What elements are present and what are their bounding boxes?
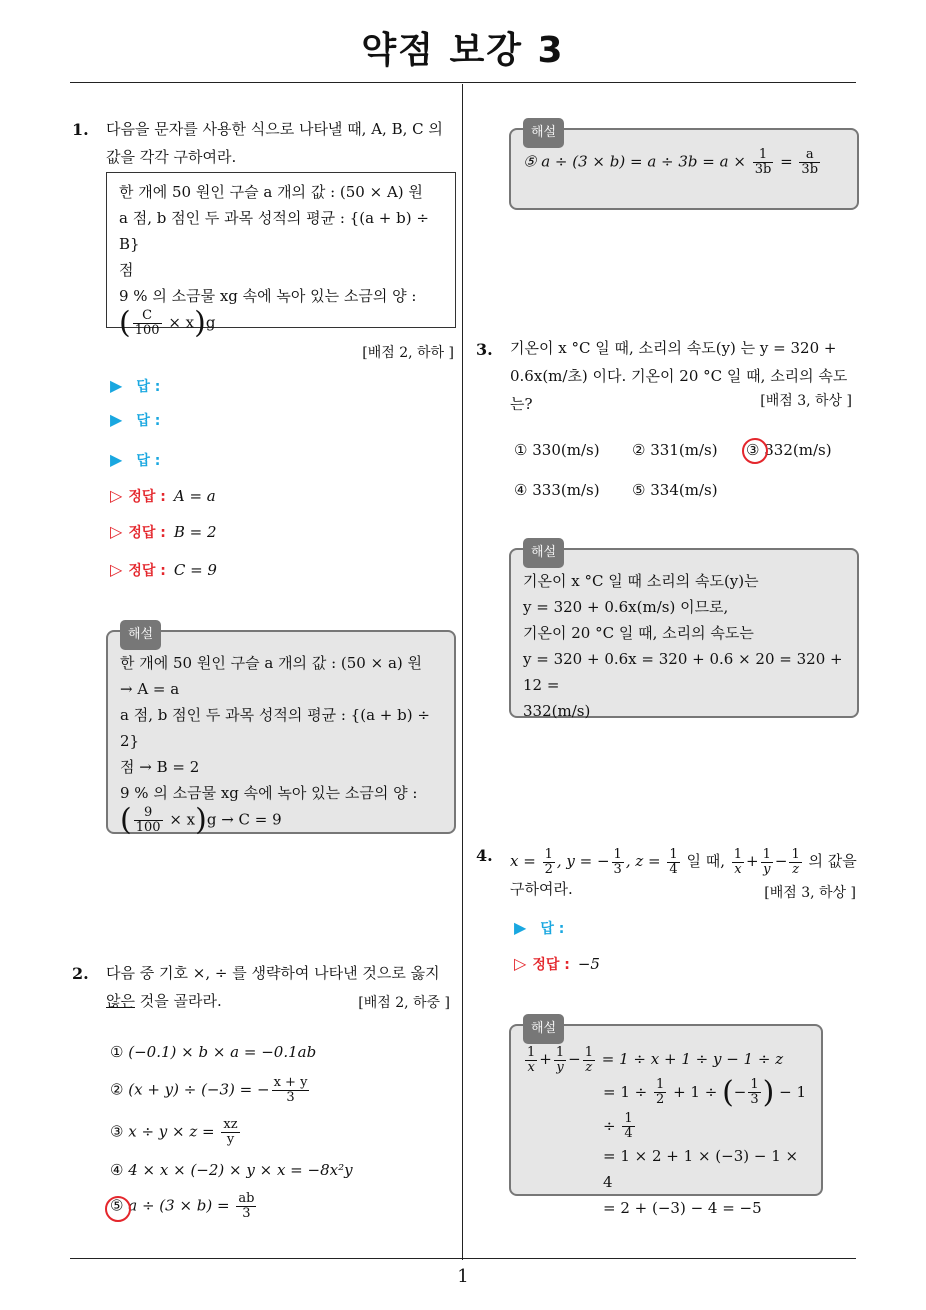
question-4-solution: 해설 $\frac{1}{x}$ + $\frac{1}{y}$ − $\frac{1}{z}$ = 1 ÷ x + 1 ÷ y − 1 ÷ z = 1 ÷ $\frac{1}{2}$ + 1 ÷ (− $\frac{1}{3}$ ) − 1 ÷ $\frac{1}{4}$ = 1 × 2 + 1 × (−3) − 1 × 4 = 2 + (−3) − 4 = −5 bbox=[509, 1024, 823, 1196]
q3-choice-4: ④ 333(m/s) bbox=[514, 481, 600, 499]
answer-row-1: ▶ 답 : bbox=[110, 376, 161, 395]
question-3-score: [배점 3, 하상 ] bbox=[760, 393, 852, 409]
q2-choice-3: ③ x ÷ y × z = $\frac{xz}{y}$ bbox=[110, 1117, 238, 1147]
question-3-solution: 해설 기온이 x °C 일 때 소리의 속도(y)는 y = 320 + 0.6x(m/s) 이므로, 기온이 20 °C 일 때, 소리의 속도는 y = 320 + 0.6x = 320 + 0.6 × 20 = 320 + 12 = 332(m/s) bbox=[509, 548, 859, 718]
correct-answer-3: ▷ 정답 : C = 9 bbox=[110, 560, 217, 579]
answer-row-q4: ▶ 답 : bbox=[514, 918, 565, 937]
q3-choice-5: ⑤ 334(m/s) bbox=[632, 481, 718, 499]
question-3-number: 3. bbox=[476, 340, 493, 359]
question-2-number: 2. bbox=[72, 964, 89, 983]
question-1-box: 한 개에 50 원인 구슬 a 개의 값 : (50 × A) 원 a 점, b 점인 두 과목 성적의 평균 : {(a + b) ÷ B} 점 9 % 의 소금물 xg 속에 녹아 있는 소금의 양 : ( $\frac{C}{100}$ × x)g bbox=[106, 172, 456, 328]
solution-tag: 해설 bbox=[523, 538, 564, 568]
column-divider bbox=[462, 84, 463, 1260]
page-number: 1 bbox=[457, 1266, 469, 1287]
q3-choice-3: ③ 332(m/s) bbox=[746, 441, 832, 459]
q2-choice-2: ② (x + y) ÷ (−3) = − $\frac{x + y}{3}$ bbox=[110, 1075, 308, 1105]
solution-tag: 해설 bbox=[523, 118, 564, 148]
q3-choice-2: ② 331(m/s) bbox=[632, 441, 718, 459]
correct-answer-1: ▷ 정답 : A = a bbox=[110, 486, 216, 505]
correct-answer-q4: ▷ 정답 : −5 bbox=[514, 954, 600, 973]
question-2-text: 다음 중 기호 ×, ÷ 를 생략하여 나타낸 것으로 옳지 않은 것을 골라라. bbox=[106, 964, 440, 1010]
question-1-text: 다음을 문자를 사용한 식으로 나타낼 때, A, B, C 의 값을 각각 구하여라. bbox=[106, 120, 443, 166]
answer-row-2: ▶ 답 : bbox=[110, 410, 161, 429]
question-4-text: x = $\frac{1}{2}$ , y = − $\frac{1}{3}$ , z = $\frac{1}{4}$ 일 때, $\frac{1}{x}$ + $\frac{1}{y}$ − $\frac{1}{z}$ 의 값을 구하여라. bbox=[510, 846, 857, 898]
q3-choice-1: ① 330(m/s) bbox=[514, 441, 600, 459]
top-rule bbox=[70, 82, 856, 83]
question-4-number: 4. bbox=[476, 846, 493, 865]
question-1-number: 1. bbox=[72, 120, 89, 139]
page-title: 약점 보강 3 bbox=[361, 30, 565, 71]
selected-answer-circle bbox=[105, 1196, 131, 1222]
question-3-text: 기온이 x °C 일 때, 소리의 속도(y) 는 y = 320 + 0.6x(m/초) 이다. 기온이 20 °C 일 때, 소리의 속도는? bbox=[510, 339, 848, 413]
question-4-score: [배점 3, 하상 ] bbox=[764, 885, 856, 901]
question-1-score: [배점 2, 하하 ] bbox=[362, 345, 454, 361]
selected-answer-circle bbox=[742, 438, 768, 464]
solution-tag: 해설 bbox=[523, 1014, 564, 1044]
answer-row-3: ▶ 답 : bbox=[110, 450, 161, 469]
question-1-solution: 해설 한 개에 50 원인 구슬 a 개의 값 : (50 × a) 원 → A = a a 점, b 점인 두 과목 성적의 평균 : {(a + b) ÷ 2} 점 → B = 2 9 % 의 소금물 xg 속에 녹아 있는 소금의 양 : ( $\frac{9}{100}$ × x)g → C = 9 bbox=[106, 630, 456, 834]
question-2-score: [배점 2, 하중 ] bbox=[358, 995, 450, 1011]
correct-answer-2: ▷ 정답 : B = 2 bbox=[110, 522, 217, 541]
q2-choice-4: ④ 4 × x × (−2) × y × x = −8x²y bbox=[110, 1161, 353, 1179]
q2-choice-5: ⑤ a ÷ (3 × b) = $\frac{ab}{3}$ bbox=[110, 1191, 255, 1221]
question-2-solution: 해설 ⑤ a ÷ (3 × b) = a ÷ 3b = a × $\frac{1}{3b}$ = $\frac{a}{3b}$ bbox=[509, 128, 859, 210]
bottom-rule bbox=[70, 1258, 856, 1259]
q2-choice-1: ① (−0.1) × b × a = −0.1ab bbox=[110, 1043, 317, 1061]
solution-tag: 해설 bbox=[120, 620, 161, 650]
